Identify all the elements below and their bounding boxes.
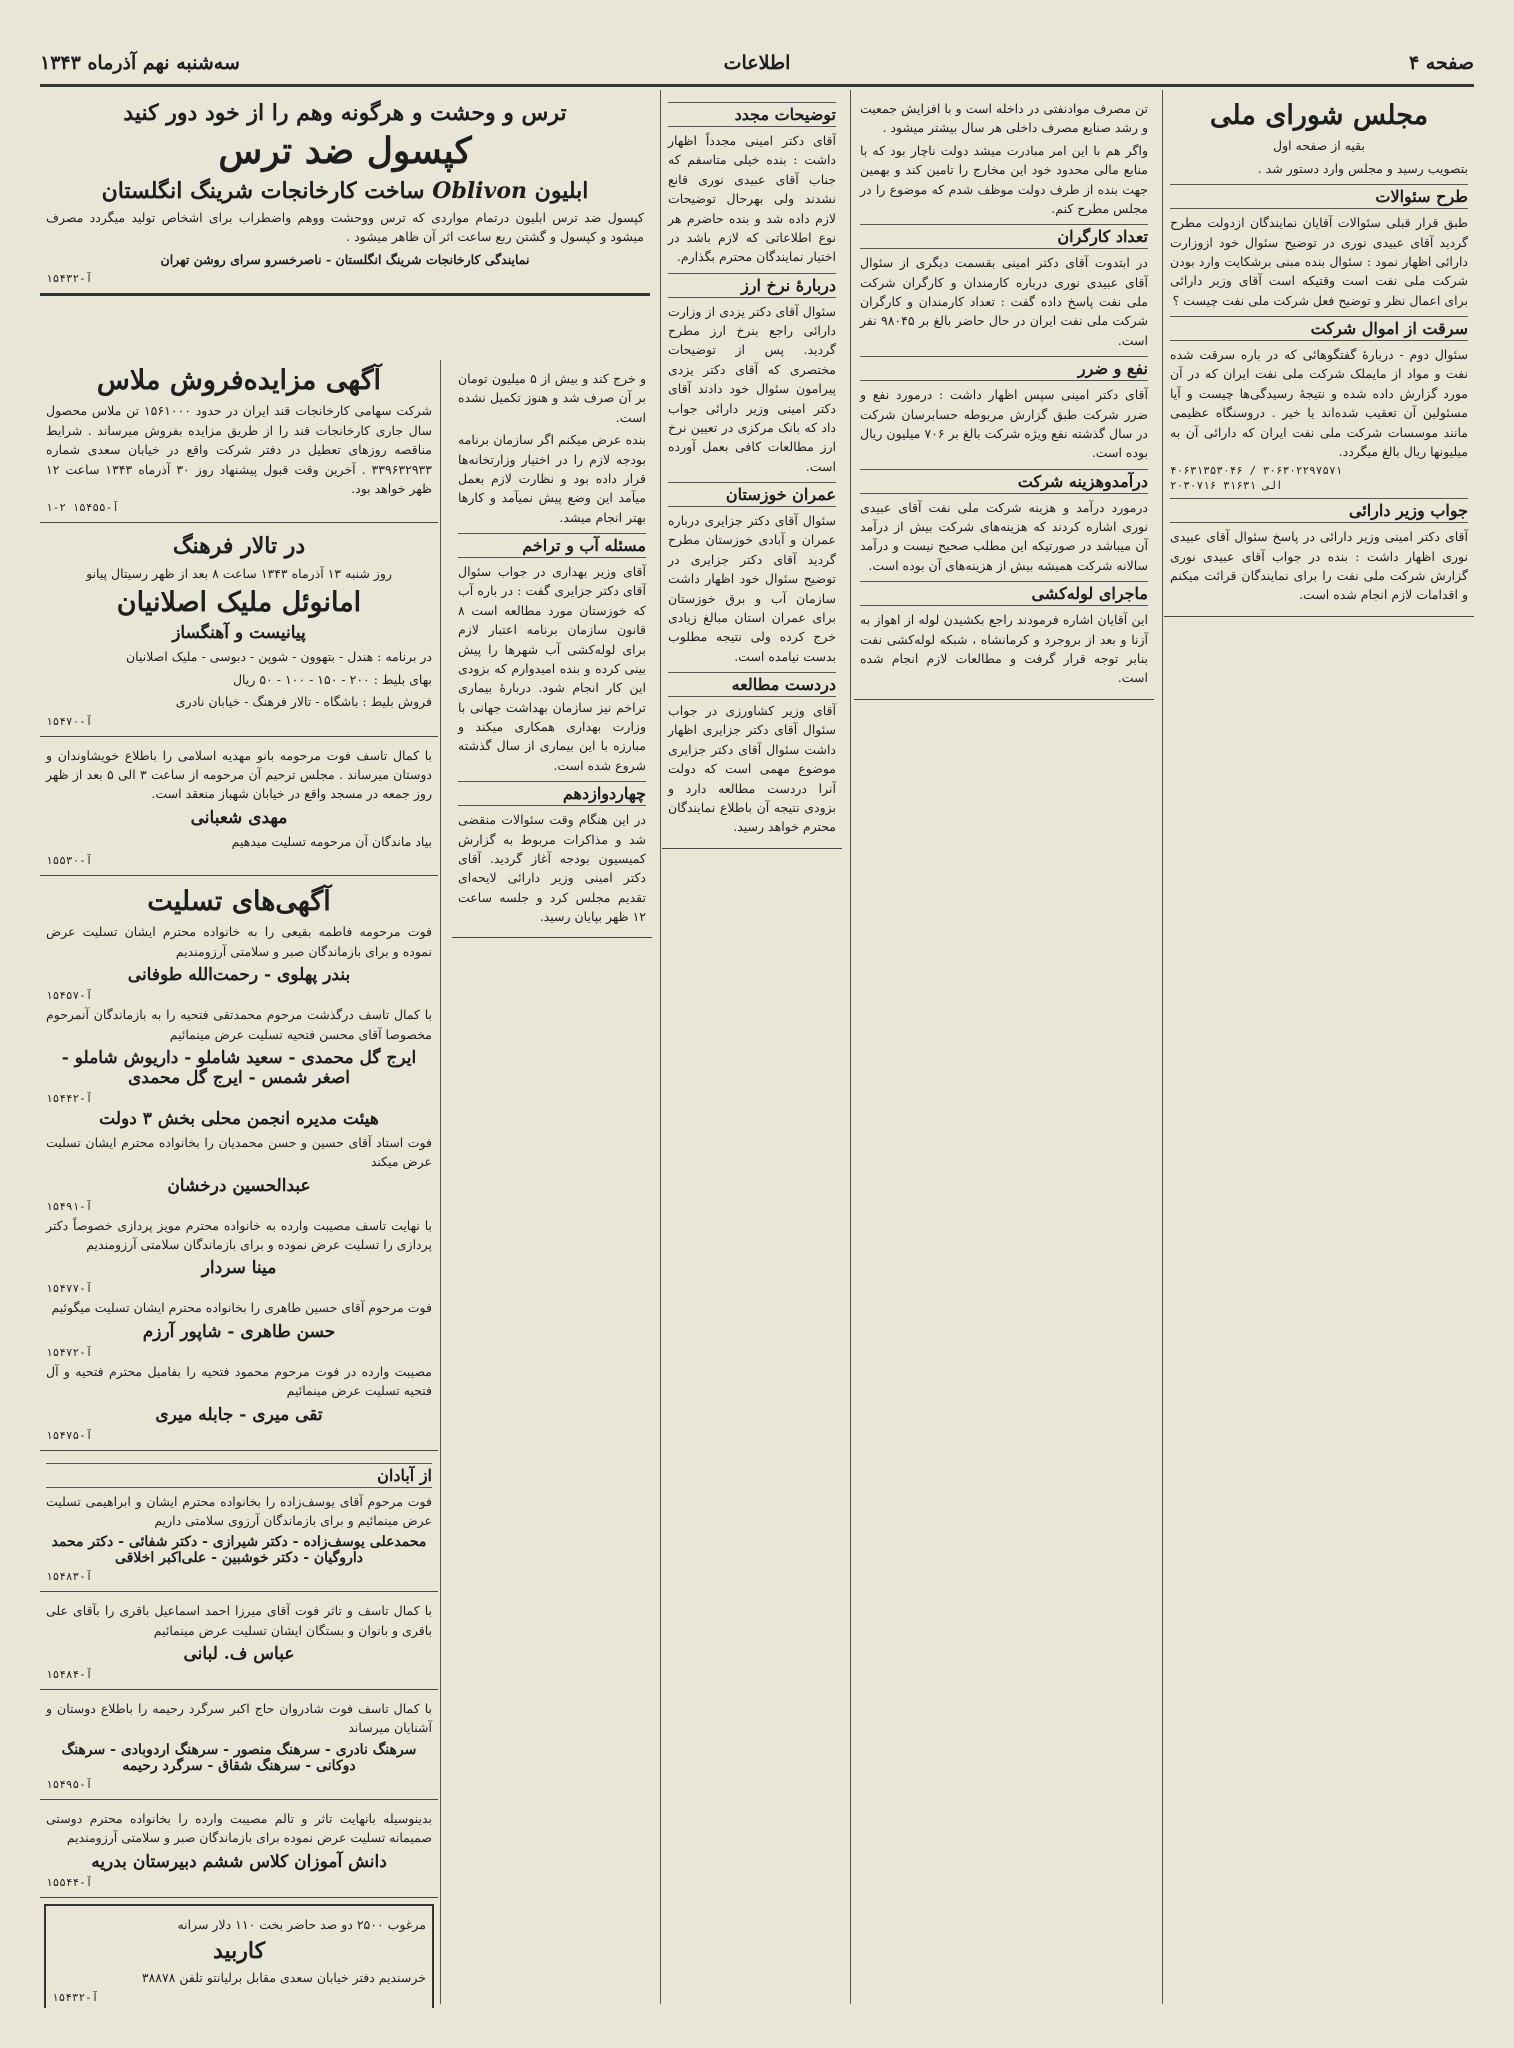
ad-body: کپسول ضد ترس ابلیون درتمام مواردی که ترس ووحشت ووهم واضطراب برای اشخاص تولید میگردد مصرف میشود و کپسول و گشتن ربع ساعت اثر آن ظاهر میشود . — [46, 209, 644, 245]
brand-maker: ساخت کارخانجات شرینگ انگلستان — [101, 177, 425, 204]
section-heading: دربارهٔ نرخ ارز — [668, 273, 836, 298]
section-heading: سرقت از اموال شرکت — [1170, 316, 1468, 341]
notice-code: آ-۱۵۴۸۴ — [46, 1668, 93, 1682]
condolence-names: مینا سردار — [201, 1258, 277, 1279]
majlis-article — [1164, 90, 1474, 617]
section-heading: نفع و ضرر — [860, 356, 1148, 381]
column-rule — [660, 90, 661, 2004]
ad-agency: نمایندگی کارخانجات شرینگ انگلستان - ناصرخسرو سرای روشن تهران — [160, 251, 530, 267]
auction-title: آگهی مزایده‌فروش ملاس — [96, 365, 382, 396]
section-heading: طرح سئوالات — [1170, 184, 1468, 209]
section-text: بنده عرض میکنم اگر سازمان برنامه بودجه لازم را در اختیار وزارتخانه‌ها قرار داده بود و نظارت لازم بعمل میآمد این وضع پیش نمیآمد و کارها بهتر انجام میشد. — [458, 432, 646, 525]
section-heading: ماجرای لوله‌کشی — [860, 581, 1148, 606]
condolence-code: آ-۱۵۴۹۱ — [46, 1199, 93, 1213]
concert-ad — [40, 523, 438, 736]
section-heading: چهاردوازدهم — [458, 781, 646, 806]
ad-headline: ترس و وحشت و هرگونه وهم را از خود دور کنید — [123, 100, 567, 126]
notice-code: آ-۱۵۴۹۵ — [46, 1777, 93, 1791]
newspaper-name: اطلاعات — [723, 52, 791, 74]
issue-date: سه‌شنبه نهم آذرماه ۱۳۴۳ — [40, 52, 240, 74]
article-lead: بتصویب رسید و مجلس وارد دستور شد . — [1257, 160, 1468, 176]
condolences-section — [40, 876, 438, 1451]
section-text: آقای دکتر امینی سپس اظهار داشت : درمورد نفع و ضرر شرکت طبق گزارش مربوطه حسابرسان شرکت در سال گذشته نفع ویژه شرکت بالغ بر ۷۰۶ میلیون ریال بوده است. — [860, 387, 1148, 461]
figures-line: ۲۰۳۰۷۱۶ الی ۳۱۶۳۱ — [1170, 479, 1283, 493]
condolence-text: مصیبت وارده در فوت مرحوم محمود فتحیه را بفامیل محترم فتحیه و آل فتحیه تسلیت عرض مینمائیم — [46, 1363, 432, 1399]
notice-names: دانش آموزان کلاس ششم دبیرستان بدریه — [91, 1851, 387, 1872]
page-header — [40, 52, 1474, 82]
condolence-names: تقی میری - جابله میری — [155, 1404, 323, 1425]
notice-names: عباس ف. لبانی — [183, 1644, 295, 1665]
notice-code: آ-۱۵۵۳۰ — [46, 854, 93, 868]
notice-sub: بیاد ماندگان آن مرحومه تسلیت میدهیم — [231, 833, 432, 849]
condolence-org: هیئت مدیره انجمن محلی بخش ۳ دولت — [99, 1108, 379, 1129]
article-title: مجلس شورای ملی — [1209, 100, 1429, 131]
article-lead: تن مصرف موادنفتی در داخله است و با افزایش جمعیت و رشد صنایع مصرف داخلی هر سال بیشتر میشود . — [860, 101, 1148, 136]
report-continued — [854, 90, 1154, 700]
ad-brand-line — [46, 178, 644, 204]
continuation-note: بقیه از صفحه اول — [1272, 138, 1365, 154]
section-text: آقای وزیر بهداری در جواب سئوال آقای دکتر جزایری گفت : در باره آب که خوزستان مورد مطالعه است ۸ قانون سازمان برنامه اعتبار لازم برای لوله‌کشی آب شهرها را پیش بینی کرده و بنده امیدوارم که بزودی این کار انجام شود. دربارهٔ بیماری تراخم نیز سازمان بهداشت جهانی با وزارت بهداری همکاری میکند و مبارزه با این بیماری از سال گذشته شروع شده است. — [458, 564, 646, 773]
notice-text: با کمال تاسف فوت شادروان حاج اکبر سرگرد رحیمه را باطلاع دوستان و آشنایان میرساند — [46, 1701, 432, 1736]
capsule-ad-block — [40, 90, 650, 296]
column-majlis — [1164, 90, 1474, 2008]
condolence-text: با کمال تاسف درگذشت مرحوم محمدتقی فتحیه را به بازماندگان آنمرحوم مخصوصا آقای محسن فتحیه تسلیت عرض مینمائیم — [46, 1007, 432, 1042]
section-heading: درآمدوهزینه شرکت — [860, 469, 1148, 494]
notice-school — [40, 1800, 438, 1898]
ad-code: آ-۱۵۴۳۲ — [46, 272, 93, 286]
concert-sale: فروش بلیط : باشگاه - تالار فرهنگ - خیابان نادری — [175, 694, 432, 710]
memorial-notice — [40, 737, 438, 877]
section-text: در این هنگام وقت سئوالات منقضی شد و مذاکرات مربوط به گزارش کمیسیون بودجه آغاز گردید. آقای دکتر امینی وزیر دارائی لایحه‌ای تقدیم مجلس کرد و جلسه ساعت ۱۲ ظهر بپایان رسید. — [458, 812, 646, 924]
condolence-text: فوت مرحومه فاطمه بقیعی را به خانواده محترم ایشان تسلیت عرض نموده و برای بازماندگان صبر و سلامتی آرزومندیم — [46, 924, 432, 959]
carbide-title: کاربید — [212, 1937, 266, 1964]
column-rule — [440, 360, 441, 2004]
ad-capsule — [40, 90, 650, 350]
condolence-text: فوت استاد آقای حسین و حسن محمدیان را بخانواده محترم ایشان تسلیت عرض میکند — [46, 1134, 432, 1170]
explanations-article — [662, 90, 842, 849]
section-text: درمورد درآمد و هزینه شرکت ملی نفت آقای عبیدی نوری اشاره کردند که هزینه‌های شرکت بیش از درآمد آن میباشد در صورتیکه این مطلب صحیح نیست و درآمد سالانه شرکت همیشه بیش از هزینه‌های آن بوده است. — [860, 499, 1148, 573]
section-heading: دردست مطالعه — [668, 672, 836, 697]
health-article — [452, 360, 652, 938]
section-text: طبق قرار قبلی سئوالات آقایان نمایندگان ازدولت مطرح گردید آقای عبیدی نوری در توضیح سئوال خود ازوزارت دارائی اظهار نمود : سئوال بنده مبنی برشکایت وارد بودن شرکت ملی نفت است وقتیکه است آقای وزیر دارائی برای اعمال نظر و توضیح فعل شرکت ملی نفت چیست ؟ — [1170, 215, 1468, 308]
column-health — [452, 360, 652, 2008]
column-ads — [40, 355, 438, 2008]
concert-time: روز شنبه ۱۳ آذرماه ۱۳۴۳ ساعت ۸ بعد از ظهر رسیتال پیانو — [86, 565, 392, 581]
concert-prices: بهای بلیط : ۲۰۰ - ۱۵۰ - ۱۰۰ - ۵۰ ریال — [232, 671, 432, 687]
section-text: سئوال آقای دکتر جزایری درباره عمران و آبادی خوزستان مطرح گردید آقای دکتر جزایری در توضیح سئوال خود اظهار داشت سازمان آب و برق خوزستان برای عمران استان مبالغ زیادی خرج کرده ولی نتیجه مطلوب بدست نیامده است. — [668, 513, 836, 664]
column-rule — [1162, 90, 1163, 2004]
condolence-code: آ-۱۵۴۴۲ — [46, 1091, 93, 1105]
concert-venue: در تالار فرهنگ — [172, 533, 306, 560]
notice-rahimeh — [40, 1690, 438, 1800]
carbide-lead: مرغوب ۲۵۰۰ دو صد حاضر بخت ۱۱۰ دلار سرانه — [177, 1916, 426, 1932]
notice-names: مهدی شعبانی — [190, 807, 288, 828]
concert-program: در برنامه : هندل - بتهوون - شوپن - دبوسی - ملیک اصلانیان — [125, 649, 432, 665]
brand-name-fa: ابلیون — [534, 177, 589, 204]
notice-names: سرهنگ نادری - سرهنگ منصور - سرهنگ اردوبادی - سرهنگ دوکانی - سرهنگ شقاق - سرگرد رحیمه — [61, 1741, 417, 1774]
notice-code: آ-۱۵۴۸۳ — [46, 1570, 93, 1584]
condolence-text: فوت مرحوم آقای حسین طاهری را بخانواده محترم ایشان تسلیت میگوئیم — [51, 1300, 432, 1316]
article-lead: و خرج کند و بیش از ۵ میلیون تومان بر آن صرف شد و هنوز تکمیل نشده است. — [458, 371, 646, 425]
section-heading: جواب وزیر دارائی — [1170, 498, 1468, 523]
section-text: سئوال آقای دکتر یزدی از وزارت دارائی راجع بنرخ ارز مطرح گردید. پس از توضیحات مختصری که آقای دکتر یزدی پیرامون سئوال خود دادند آقای دکتر امینی وزیر دارائی جواب داد که بانک مرکزی در تعیین نرخ ارز مطالعات کافی بعمل آورده است. — [668, 303, 836, 474]
page-number: صفحه ۴ — [1408, 52, 1474, 74]
concert-code: آ-۱۵۴۷۰ — [46, 714, 93, 728]
section-heading: تعداد کارگران — [860, 224, 1148, 249]
condolence-names: حسن طاهری - شاپور آرزم — [142, 1321, 336, 1342]
condolences-title: آگهی‌های تسلیت — [147, 886, 331, 918]
condolence-code: آ-۱۵۴۷۷ — [46, 1282, 93, 1296]
section-text: این آقایان اشاره فرمودند راجع بکشیدن لوله از اهواز به آزنا و بعد از بروجرد و کرمانشاه ، شبکه لوله‌کشی نفت بنابر توجه قرار گرفت و مطالعات لازم انجام شده است. — [860, 612, 1148, 686]
section-text: آقای دکتر امینی وزیر دارائی در پاسخ سئوال آقای عبیدی نوری اظهار داشت : بنده در جواب آقای عبیدی نوری گزارش شرکت ملی نفت را برای نمایندگان قرائت میکنم و اقدامات لازم انجام شده است. — [1170, 529, 1468, 603]
section-text: در ابتدوت آقای دکتر امینی بقسمت دیگری از سئوال آقای عبیدی نوری درباره کارمندان و کارگران شرکت ملی نفت پاسخ داده گفت : تعداد کارمندان و کارگران شرکت ملی نفت ایران در حال حاضر بالغ بر ۹۸۰۴۵ نفر است. — [860, 255, 1148, 348]
figures-line: ۴۰۶۳۱۳۵۳۰۴۶ / ۳۰۶۳۰۲۲۹۷۵۷۱ — [1170, 464, 1343, 478]
abadan-notice — [40, 1451, 438, 1593]
notice-names: محمدعلی یوسف‌زاده - دکتر شیرازی - دکتر شفائی - دکتر محمد داروگیان - دکتر خوشبین - علی‌اکبر اخلاقی — [51, 1534, 427, 1567]
notice-text: با کمال تاسف فوت مرحومه بانو مهدیه اسلامی را باطلاع خویشاوندان و دوستان میرساند . مجلس ترحیم آن مرحومه از ساعت ۳ الی ۵ بعد از ظهر روز جمعه در مسجد واقع در خیابان شهباز منعقد است. — [46, 747, 432, 802]
notice-heading: از آبادان — [46, 1463, 432, 1488]
condolence-names: بندر پهلوی - رحمت‌الله طوفانی — [127, 965, 351, 986]
section-text: واگر هم با این امر مبادرت میشد دولت ناچار بود که با منابع مالی محدود خود این مخارج را تامین کند و بهمین جهت بنده از طرف دولت موظف شدم که موضوع را در مجلس مطرح کنم. — [860, 142, 1148, 216]
carbide-text: خرسندیم دفتر خیابان سعدی مقابل برلیانتو تلفن ۳۸۸۷۸ — [141, 1970, 426, 1986]
auction-body: شرکت سهامی کارخانجات قند ایران در حدود ۱۵۶۱۰۰۰ تن ملاس محصول سال جاری کارخانجات قند را از طریق مزایده بفروش میرساند . شرایط مناقصه روزهای تعطیل در دفتر شرکت واقع در خیابان سعدی شماره ۳۳۹۶۳۲۹۳۳ . آخرین وقت قبول پیشنهاد روز ۳۰ آذرماه ۱۳۴۳ ساعت ۱۲ ظهر خواهد بود. — [46, 403, 432, 496]
section-text: آقای دکتر امینی مجدداً اظهار داشت : بنده خیلی متاسفم که جناب آقای عبیدی نوری قانع نشدند ولی بهرحال توضیحات لازم داده شد و بنده حاضرم هر نوع اطلاعاتی که لازم باشد در اختیار نمایندگان محترم بگذارم. — [668, 133, 836, 265]
header-rule — [40, 84, 1474, 87]
notice-text: فوت مرحوم آقای یوسف‌زاده را بخانواده محترم ایشان و ابراهیمی تسلیت عرض مینمائیم و برای بازماندگان آرزوی سلامتی داریم — [46, 1493, 432, 1528]
notice-text: با کمال تاسف و تاثر فوت آقای میرزا احمد اسماعیل باقری را بآقای علی باقری و بانوان و بستگان ایشان تسلیت عرض مینمائیم — [46, 1603, 432, 1638]
auction-ad — [40, 355, 438, 523]
carbide-code: آ-۱۵۴۳۲ — [52, 1990, 99, 2004]
column-explanations — [662, 90, 842, 2008]
section-heading: عمران خوزستان — [668, 482, 836, 507]
condolence-names: عبدالحسین درخشان — [167, 1175, 311, 1196]
concert-performer: امانوئل ملیک اصلانیان — [116, 587, 362, 619]
condolence-code: آ-۱۵۴۷۵ — [46, 1428, 93, 1442]
brand-name-en: Oblivon — [432, 177, 527, 204]
concert-role: پیانیست و آهنگساز — [172, 623, 306, 644]
auction-code: آ-۱۵۴۵۵ ۲-۱ — [46, 501, 119, 515]
notice-text: بدینوسیله بانهایت تاثر و تالم مصیبت وارده را بخانواده محترم دوستی صمیمانه تسلیت عرض نموده برای بازماندگان صبر و سلامتی آرزومندیم — [46, 1810, 432, 1846]
condolence-names: ایرج گل محمدی - سعید شاملو - داریوش شاملو - اصغر شمس - ایرج گل محمدی — [61, 1047, 417, 1088]
section-text: سئوال دوم - دربارهٔ گفتگوهائی که در باره سرقت شده نفت و مواد از مایملک شرکت ملی نفت ایران که در آن مورد گزارش داده شده و نتیجهٔ رسیدگی‌ها چیست و آیا مسئولین آن تعقیب شده‌اند یا خیر . دروسنگاه عظیمی مانند موسسات شرکت ملی نفت ایران که دارائی آن به میلیونها ریال بالغ میگردد. — [1170, 347, 1468, 459]
condolence-code: آ-۱۵۴۷۲ — [46, 1345, 93, 1359]
section-heading: توضیحات مجدد — [668, 102, 836, 127]
column-report-continued — [854, 90, 1154, 2008]
section-heading: مسئله آب و تراخم — [458, 533, 646, 558]
condolence-code: آ-۱۵۴۵۷ — [46, 989, 93, 1003]
ad-product: کپسول ضد ترس — [218, 130, 472, 173]
carbide-ad — [44, 1904, 434, 2008]
condolence-text: با نهایت تاسف مصیبت وارده به خانواده محترم مویز پردازی خصوصاً دکتر پردازی را تسلیت عرض نموده و برای بازماندگان سلامتی آرزومندیم — [46, 1217, 432, 1253]
notice-code: آ-۱۵۵۴۴ — [46, 1875, 93, 1889]
section-text: آقای وزیر کشاورزی در جواب سئوال آقای دکتر جزایری اظهار داشت سئوال آقای دکتر جزایری موضوع مهمی است که دولت آنرا دردست مطالعه دارد و بزودی نتیجه آن باطلاع نمایندگان محترم خواهد رسید. — [668, 703, 836, 835]
notice-baqeri — [40, 1592, 438, 1690]
column-rule — [850, 90, 851, 2004]
